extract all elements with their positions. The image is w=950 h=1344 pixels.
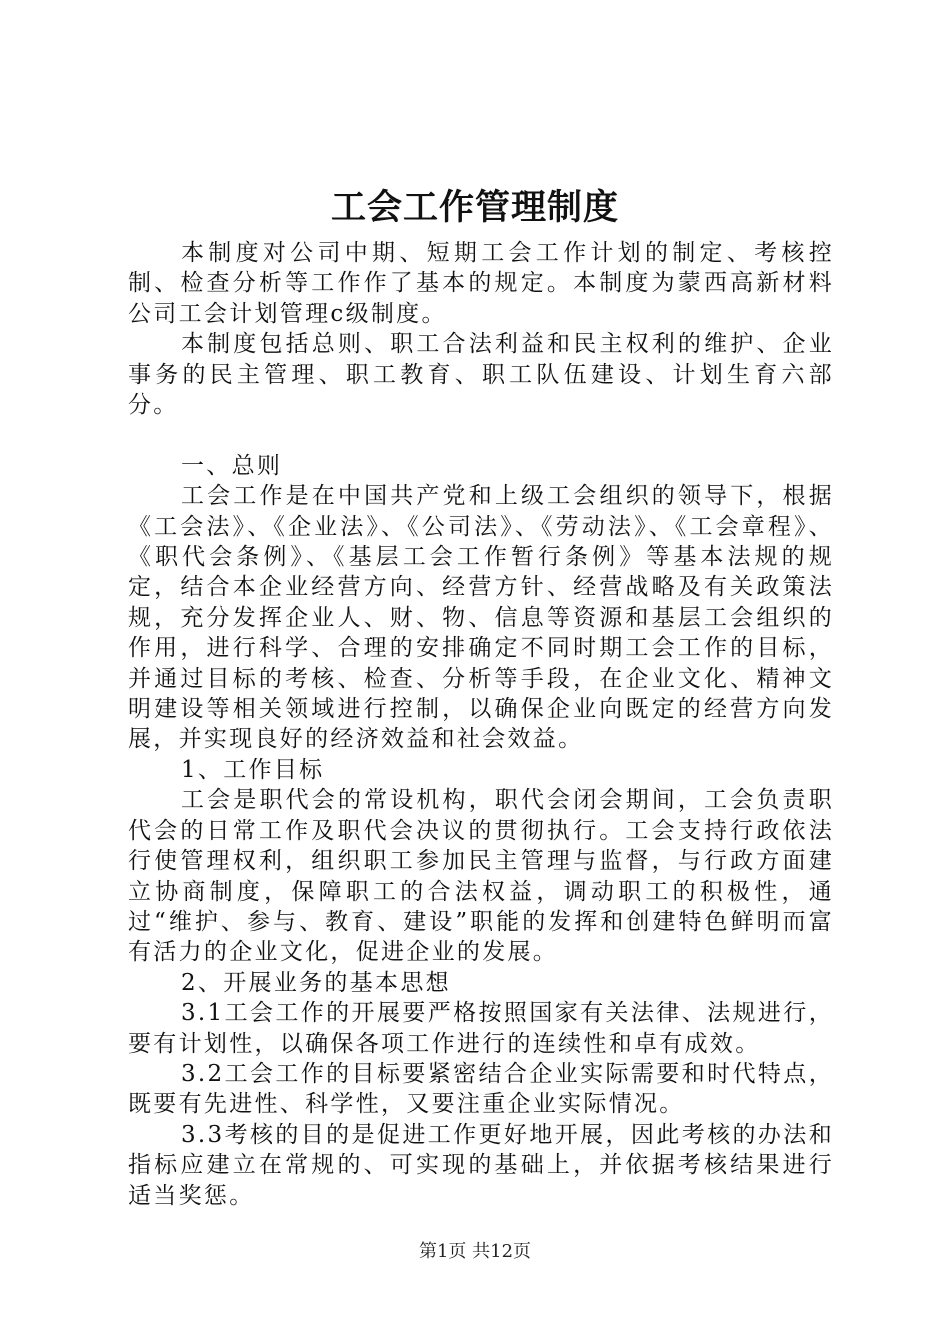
- work-goal-paragraph: 工会是职代会的常设机构，职代会闭会期间，工会负责职代会的日常工作及职代会决议的贯彻执行。工会支持行政依法行使管理权利，组织职工参加民主管理与监督，与行政方面建立协商制度，保障职工的合法权益，调动职工的积极性，通过“维护、参与、教育、建设”职能的发挥和创建特色鲜明而富有活力的企业文化，促进企业的发展。: [128, 787, 834, 966]
- document-body: [128, 238, 834, 1211]
- subheading-basic-ideas: 2、开展业务的基本思想: [181, 969, 451, 996]
- subheading-work-goal: 1、工作目标: [181, 756, 325, 783]
- section-heading-general: 一、总则: [181, 452, 283, 479]
- paragraph-spacer: [128, 420, 834, 450]
- scope-paragraph: 本制度包括总则、职工合法利益和民主权利的维护、企业事务的民主管理、职工教育、职工队伍建设、计划生育六部分。: [128, 331, 834, 419]
- clause-3-3: 3.3考核的目的是促进工作更好地开展，因此考核的办法和指标应建立在常规的、可实现的基础上，并依据考核结果进行适当奖惩。: [128, 1121, 834, 1209]
- intro-paragraph: 本制度对公司中期、短期工会工作计划的制定、考核控制、检查分析等工作作了基本的规定。本制度为蒙西高新材料公司工会计划管理c级制度。: [128, 240, 834, 327]
- document-title: 工会工作管理制度: [330, 187, 619, 228]
- general-paragraph: 工会工作是在中国共产党和上级工会组织的领导下，根据《工会法》、《企业法》、《公司法》、《劳动法》、《工会章程》、《职代会条例》、《基层工会工作暂行条例》等基本法规的规定，结合本企业经营方向、经营方针、经营战略及有关政策法规，充分发挥企业人、财、物、信息等资源和基层工会组织的作用，进行科学、合理的安排确定不同时期工会工作的目标，并通过目标的考核、检查、分析等手段，在企业文化、精神文明建设等相关领域进行控制，以确保企业向既定的经营方向发展，并实现良好的经济效益和社会效益。: [128, 483, 834, 753]
- clause-3-1: 3.1工会工作的开展要严格按照国家有关法律、法规进行，要有计划性，以确保各项工作进行的连续性和卓有成效。: [128, 1000, 834, 1057]
- clause-3-2: 3.2工会工作的目标要紧密结合企业实际需要和时代特点，既要有先进性、科学性，又要注重企业实际情况。: [128, 1060, 834, 1118]
- page-footer: 第1页 共12页: [418, 1241, 532, 1262]
